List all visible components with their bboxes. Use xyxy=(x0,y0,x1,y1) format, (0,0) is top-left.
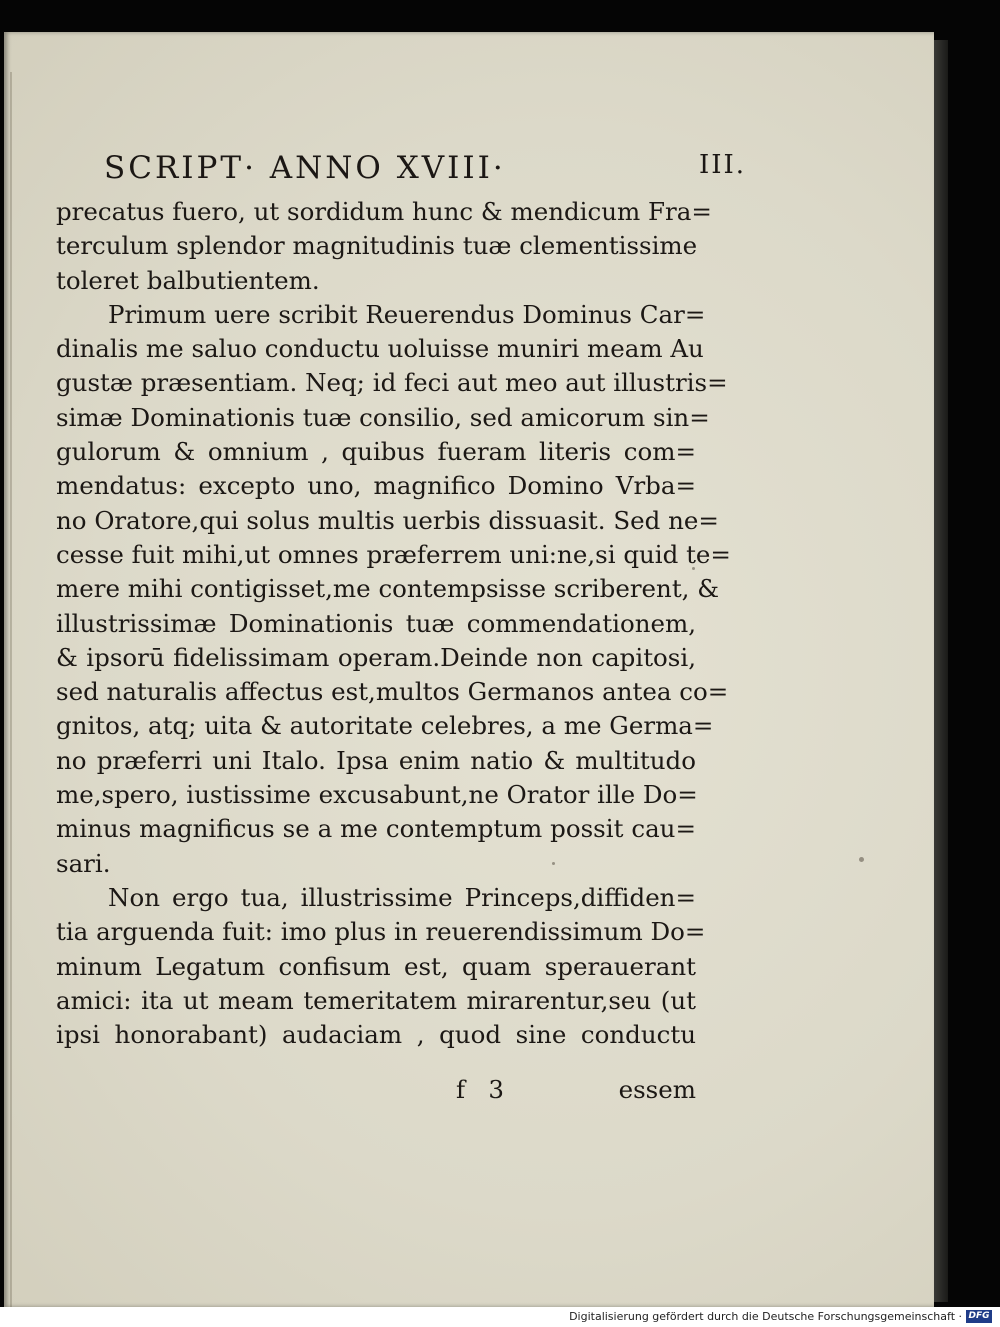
running-head xyxy=(104,150,747,190)
text-line: me,spero, iustissime excusabunt,ne Orator ille Do= xyxy=(56,780,698,810)
paper-speck xyxy=(692,567,695,570)
text-line: gulorum & omnium , quibus fueram literis com= xyxy=(56,437,696,467)
text-line: amici: ita ut meam temeritatem mirarentur,seu (ut xyxy=(56,985,696,1015)
paper-speck xyxy=(552,862,555,865)
text-line: sari. xyxy=(56,848,111,878)
text-line: tia arguenda fuit: imo plus in reuerendissimum Do= xyxy=(56,917,706,947)
text-line: minum Legatum confisum est, quam sperauerant xyxy=(56,951,696,981)
dfg-logo-icon: DFG xyxy=(966,1310,992,1323)
footer-bar xyxy=(0,1307,1000,1327)
text-line: terculum splendor magnitudinis tuæ clementissime xyxy=(56,231,698,261)
text-line: dinalis me saluo conductu uoluisse muniri meam Au xyxy=(56,334,704,364)
text-line: gnitos, atq; uita & autoritate celebres, a me Germa= xyxy=(56,711,714,741)
page-edge-shadow xyxy=(934,40,948,1302)
text-line: illustrissimæ Dominationis tuæ commendationem, xyxy=(56,608,696,638)
catchword: essem xyxy=(618,1075,696,1104)
text-line: no Oratore,qui solus multis uerbis dissuasit. Sed ne= xyxy=(56,505,719,535)
text-line: Non ergo tua, illustrissime Princeps,diffiden= xyxy=(108,882,696,912)
text-line: toleret balbutientem. xyxy=(56,265,320,295)
funding-credit: Digitalisierung gefördert durch die Deutsche Forschungsgemeinschaft · xyxy=(569,1310,962,1323)
text-line: no præferri uni Italo. Ipsa enim natio & multitudo xyxy=(56,745,696,775)
text-line: precatus fuero, ut sordidum hunc & mendicum Fra= xyxy=(56,197,712,226)
paper-speck xyxy=(859,857,864,862)
text-line: simæ Dominationis tuæ consilio, sed amicorum sin= xyxy=(56,402,710,432)
text-line: Primum uere scribit Reuerendus Dominus Car= xyxy=(108,299,706,329)
signature-mark: f 3 xyxy=(456,1075,505,1104)
signature-line xyxy=(56,1075,696,1109)
text-line: ipsi honorabant) audaciam , quod sine conductu xyxy=(56,1020,696,1050)
running-head-title: SCRIPT· ANNO XVIII· xyxy=(104,150,506,186)
body-text xyxy=(56,195,731,1052)
book-page xyxy=(4,32,934,1307)
text-line: mere mihi contigisset,me contempsisse scriberent, & xyxy=(56,574,720,604)
text-line: mendatus: excepto uno, magnifico Domino Vrba= xyxy=(56,471,696,501)
text-line: & ipsorū fidelissimam operam.Deinde non capitosi, xyxy=(56,642,696,672)
text-line: gustæ præsentiam. Neq; id feci aut meo aut illustris= xyxy=(56,368,728,398)
text-line: sed naturalis affectus est,multos Germanos antea co= xyxy=(56,677,729,707)
text-line: cesse fuit mihi,ut omnes præferrem uni:ne,si quid te= xyxy=(56,539,731,569)
page-gutter xyxy=(10,72,12,1327)
folio-number: III. xyxy=(699,150,747,180)
text-line: minus magnificus se a me contemptum possit cau= xyxy=(56,814,696,844)
